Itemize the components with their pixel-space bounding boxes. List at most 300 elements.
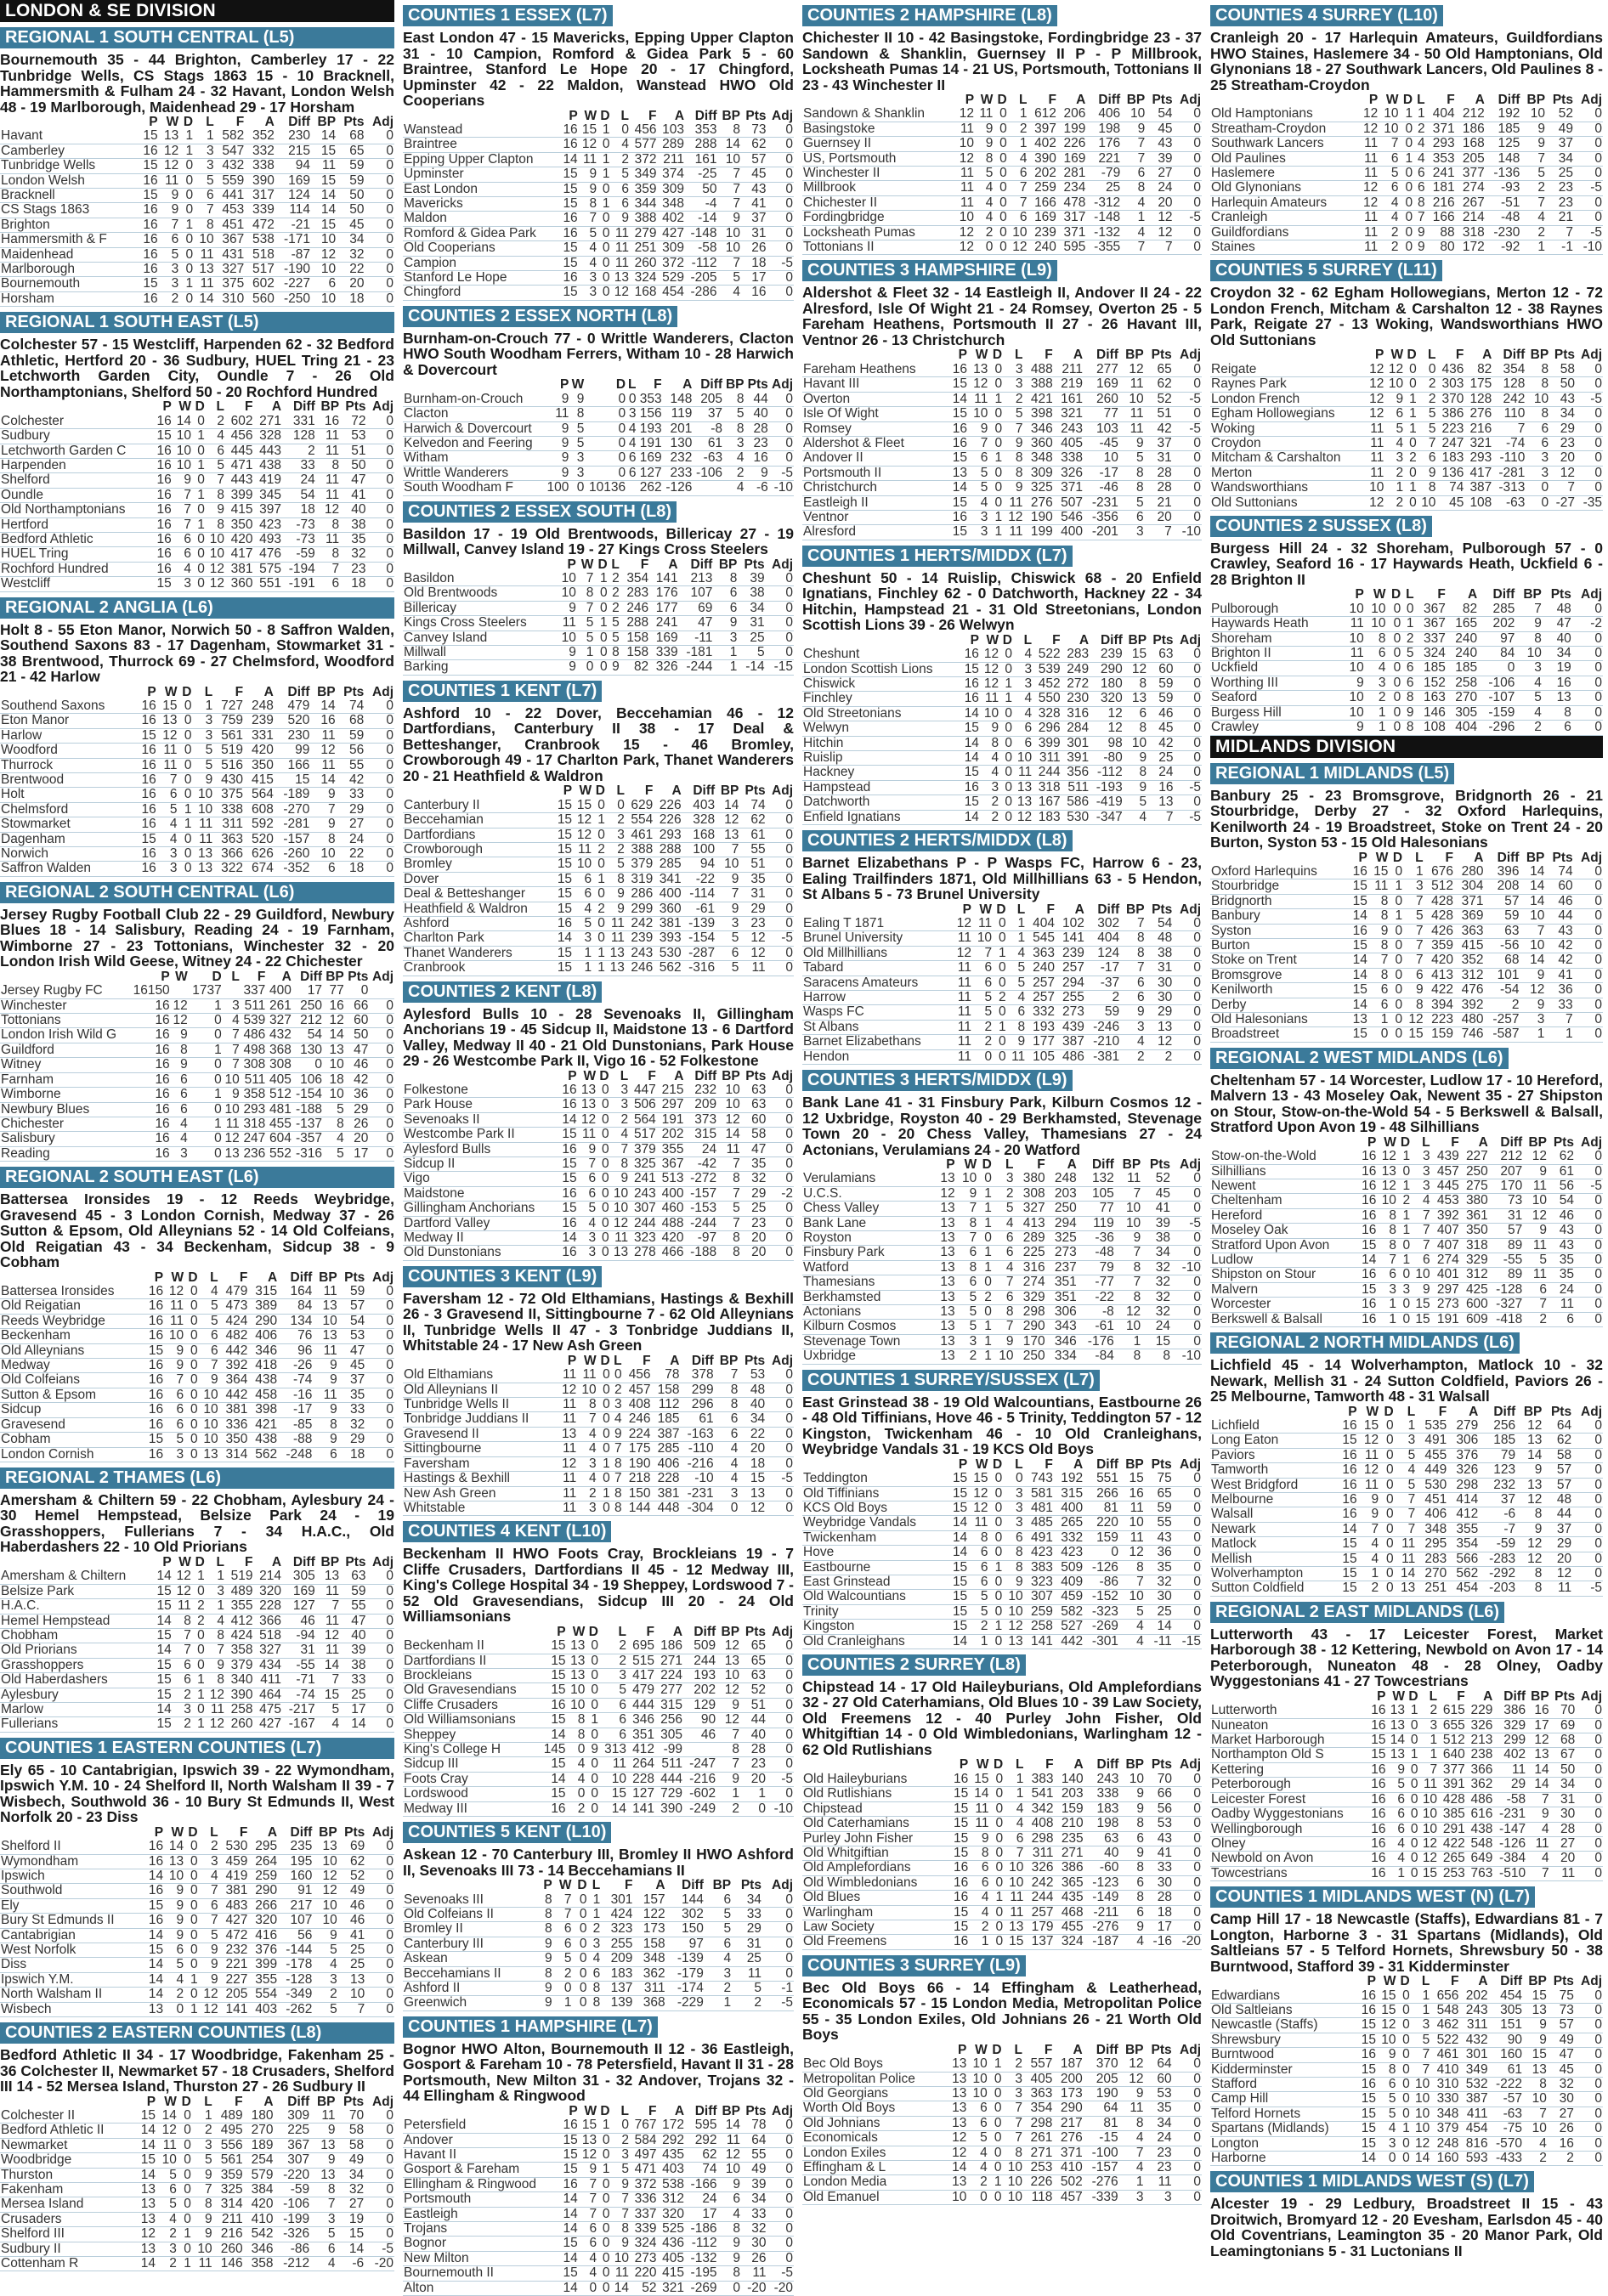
stat-cell: 11 — [1548, 1298, 1575, 1312]
stat-cell: 8 — [1365, 631, 1387, 646]
stat-cell: 9 — [1358, 1507, 1380, 1522]
stat-cell: 9 — [579, 167, 597, 182]
team-name: Matlock — [1210, 1537, 1336, 1552]
stat-cell: 224 — [623, 1427, 652, 1441]
stat-cell: 11 — [1343, 647, 1365, 661]
column-header: W — [979, 902, 993, 917]
stat-cell: 43 — [1545, 924, 1573, 938]
stat-cell: 0 — [1575, 2062, 1603, 2077]
stat-cell: 4 — [223, 1014, 241, 1028]
table-row — [1210, 481, 1603, 495]
stat-cell: 586 — [1062, 795, 1090, 810]
stat-cell: 163 — [1415, 691, 1447, 705]
stat-cell: 0 — [1003, 1472, 1023, 1486]
stat-cell: -181 — [679, 645, 714, 659]
stat-cell: -312 — [1086, 195, 1121, 210]
stat-cell: 0 — [767, 138, 794, 152]
stat-cell: -86 — [1084, 1575, 1119, 1589]
stat-cell: -163 — [680, 1427, 714, 1441]
stat-cell: 9 — [1115, 1231, 1141, 1246]
stat-cell: 10 — [1003, 2190, 1023, 2204]
stat-cell: -227 — [275, 277, 311, 291]
column-header: Diff — [1503, 1688, 1526, 1704]
stat-cell: 27 — [336, 2197, 365, 2212]
stat-cell: 0 — [597, 1216, 609, 1230]
stat-cell: 8 — [316, 458, 340, 472]
table-row — [0, 1058, 394, 1072]
stat-cell: 191 — [657, 1112, 685, 1127]
stat-cell: -381 — [1085, 1049, 1120, 1064]
stat-cell: 322 — [213, 862, 244, 876]
stat-cell: 16 — [153, 458, 173, 472]
stat-cell: 10 — [1377, 2033, 1397, 2047]
stat-cell: 9 — [1403, 983, 1424, 998]
stat-cell: 360 — [1023, 436, 1053, 450]
stat-cell: 6 — [715, 1412, 739, 1427]
stat-cell: 0 — [592, 931, 606, 946]
stat-cell: 134 — [278, 1314, 313, 1328]
stat-cell: -80 — [1090, 751, 1124, 766]
stat-cell: 0 — [189, 1102, 223, 1117]
stat-cell: 352 — [1454, 953, 1484, 968]
stat-cell: 3 — [310, 2212, 336, 2226]
stat-cell: -88 — [278, 1433, 313, 1447]
stat-cell: 225 — [1015, 1246, 1046, 1260]
table-row — [403, 196, 794, 211]
stat-cell: 15 — [960, 795, 980, 810]
stat-cell: 3 — [199, 1854, 219, 1869]
table-row — [403, 1442, 794, 1456]
stat-cell: 74 — [739, 799, 766, 813]
stat-cell — [693, 481, 723, 495]
stat-cell: 15 — [1367, 1748, 1387, 1762]
stat-cell: 12 — [1366, 407, 1385, 421]
stat-cell: 2 — [1384, 495, 1404, 510]
stat-cell: 97 — [666, 1937, 705, 1951]
stat-cell: 14 — [948, 1634, 968, 1648]
table-row — [802, 931, 1202, 946]
stat-cell: 136 — [1436, 466, 1464, 480]
stat-cell: 10 — [1379, 122, 1399, 136]
stat-cell: 0 — [1397, 2048, 1411, 2062]
stat-cell: 0 — [597, 2266, 610, 2281]
stat-cell: 7 — [1515, 602, 1543, 617]
table-row — [0, 144, 394, 158]
stat-cell: 390 — [1028, 151, 1057, 166]
stat-cell: 212 — [1456, 107, 1486, 122]
stat-cell: 8 — [1377, 1224, 1397, 1238]
column-header: L — [614, 1353, 622, 1368]
stat-cell: 246 — [620, 601, 649, 615]
stat-cell: 2 — [313, 1988, 337, 2002]
stat-cell: 7 — [1395, 1522, 1417, 1536]
stat-cell: 0 — [767, 2118, 794, 2133]
team-name: Old Caterhamians — [802, 1817, 948, 1831]
stat-cell: 208 — [1484, 879, 1520, 894]
stat-cell: 13 — [947, 2057, 967, 2072]
table-row — [0, 817, 394, 832]
stat-cell: 9 — [956, 1186, 978, 1201]
column-header: Adj — [372, 399, 394, 415]
stat-cell: 0 — [769, 407, 794, 421]
stat-cell: 8 — [1115, 1349, 1141, 1364]
stat-cell: 1 — [192, 458, 206, 472]
table-row — [1210, 1282, 1603, 1297]
stat-cell: 3 — [577, 1501, 597, 1515]
stat-cell: 75 — [1145, 1472, 1173, 1486]
stat-cell: 32 — [340, 547, 366, 562]
stat-cell: 0 — [369, 1014, 394, 1028]
stat-cell: 0 — [766, 1486, 794, 1501]
stat-cell: 12 — [164, 1285, 184, 1299]
stat-cell: 41 — [1141, 1202, 1171, 1216]
table-row — [802, 706, 1202, 721]
stat-cell: 412 — [225, 1614, 254, 1628]
stat-cell: 8 — [1124, 721, 1147, 736]
stat-cell: 15 — [1119, 1472, 1145, 1486]
stat-cell: 0 — [766, 1501, 794, 1515]
stat-cell: 8 — [1516, 1581, 1543, 1596]
stat-cell: 43 — [1549, 392, 1576, 406]
stat-cell: 3 — [192, 714, 213, 728]
column-header — [1210, 1405, 1336, 1419]
column-header: Adj — [772, 1353, 793, 1368]
stat-cell: 9 — [310, 2124, 336, 2138]
stat-cell: 11 — [313, 1285, 337, 1299]
league-table — [0, 970, 394, 1162]
stat-cell: 6 — [1119, 1831, 1145, 1846]
stat-cell: 19 — [336, 2212, 365, 2226]
stat-cell: 7 — [1120, 917, 1145, 931]
team-name: South Woodham F — [403, 481, 544, 495]
stat-cell: 9 — [611, 2237, 630, 2251]
column-header: F — [235, 2094, 243, 2109]
stat-cell: 412 — [1447, 1507, 1479, 1522]
stat-cell: 11 — [573, 842, 592, 857]
stat-cell: 8 — [310, 2183, 336, 2197]
stat-cell: 2 — [192, 1599, 206, 1614]
stat-cell: 9 — [164, 1914, 184, 1928]
stat-cell: 15 — [553, 946, 573, 960]
stat-cell: 0 — [586, 1669, 599, 1683]
team-name: Cheltenham — [1210, 1194, 1357, 1208]
column-header: P — [568, 1068, 577, 1083]
stat-cell: 4 — [626, 421, 637, 436]
stat-cell: -262 — [278, 2002, 313, 2016]
stat-cell: 0 — [178, 699, 192, 714]
stat-cell: 7 — [1545, 1012, 1573, 1026]
team-name: Uxbridge — [802, 1349, 934, 1364]
stat-cell: 15 — [144, 1898, 164, 1913]
team-name: Burntwood — [1210, 2048, 1356, 2062]
stat-cell: 10 — [1121, 107, 1146, 122]
stat-cell: 4 — [579, 241, 597, 256]
stat-cell: 172 — [658, 2118, 686, 2133]
stat-cell: 6 — [573, 887, 592, 902]
stat-cell: -216 — [680, 1456, 714, 1471]
stat-cell: 16 — [144, 1285, 164, 1299]
stat-cell: 18 — [337, 862, 365, 876]
team-name: Lichfield — [1210, 1419, 1336, 1434]
column-header: P — [1348, 1404, 1357, 1419]
table-row — [1210, 107, 1603, 122]
stat-cell: 0 — [1171, 1320, 1202, 1334]
league-section — [802, 1065, 1202, 1365]
team-name: Askean — [403, 1952, 539, 1966]
stat-cell: 258 — [1024, 1620, 1054, 1634]
stat-cell: 12 — [1377, 1150, 1397, 1164]
team-name: Old Georgians — [802, 2086, 947, 2101]
stat-cell: 0 — [184, 1433, 198, 1447]
stat-cell: 15 — [559, 286, 578, 300]
stat-cell: 1 — [553, 1996, 573, 2010]
stat-cell: 23 — [745, 436, 769, 450]
stat-cell: 8 — [206, 1628, 225, 1643]
stat-cell: 9 — [1384, 392, 1404, 406]
stat-cell: 0 — [178, 2197, 192, 2212]
table-row — [0, 1884, 394, 1898]
stat-cell: 13 — [934, 1320, 956, 1334]
stat-cell: 334 — [1046, 1349, 1078, 1364]
team-name: Newbury Blues — [0, 1102, 128, 1117]
stat-cell: 557 — [1023, 2057, 1053, 2072]
stat-cell: 1 — [179, 144, 194, 158]
column-header: A — [1469, 1404, 1479, 1419]
stat-cell: 371 — [1054, 481, 1084, 495]
stat-cell: 311 — [633, 1981, 665, 1995]
stat-cell: -26 — [278, 1359, 313, 1373]
stat-cell: 0 — [988, 2146, 1003, 2160]
stat-cell: 244 — [1033, 766, 1062, 780]
stat-cell: 16 — [136, 847, 157, 862]
team-name: Alresford — [802, 525, 948, 540]
table-row — [403, 1486, 794, 1501]
stat-cell: 11 — [1003, 495, 1023, 510]
stat-cell: 344 — [630, 196, 658, 211]
stat-cell: 371 — [1454, 894, 1484, 908]
table-row — [802, 1275, 1202, 1290]
stat-cell: -148 — [1086, 211, 1121, 225]
column-header: F — [1455, 348, 1464, 363]
table-header-row — [1210, 93, 1603, 107]
stat-cell: 10 — [718, 241, 741, 256]
stat-cell: 1 — [1358, 1567, 1380, 1581]
stat-cell: 7 — [1115, 1275, 1141, 1290]
stat-cell: 0 — [1389, 953, 1403, 968]
stat-cell: 6 — [199, 1329, 219, 1343]
stat-cell: 9 — [718, 2177, 741, 2191]
stat-cell: 346 — [627, 1713, 655, 1728]
stat-cell: 7 — [1411, 1208, 1431, 1223]
column-header: Pts — [1554, 348, 1576, 363]
stat-cell: 15 — [948, 1817, 969, 1831]
stat-cell: 342 — [1024, 1801, 1054, 1816]
team-name: Shelford — [0, 473, 153, 488]
stat-cell: 11 — [1013, 766, 1033, 780]
team-name: Bridgnorth — [1210, 894, 1347, 908]
stat-cell: 8 — [313, 1417, 337, 1432]
stat-cell: 10 — [1003, 1590, 1023, 1604]
stat-cell: 13 — [313, 1329, 337, 1343]
stat-cell: 12 — [1008, 240, 1028, 255]
stat-cell: 14 — [153, 1643, 173, 1658]
stat-cell: 352 — [245, 129, 275, 144]
league-title: REGIONAL 2 SOUTH EAST (L6) — [0, 1167, 394, 1188]
stat-cell: 10 — [223, 1102, 241, 1117]
stat-cell: 0 — [1173, 363, 1202, 377]
table-header-row — [802, 1458, 1202, 1472]
stat-cell: 12 — [1119, 363, 1145, 377]
stat-cell: 151 — [1489, 2018, 1523, 2033]
stat-cell: 20 — [1146, 195, 1173, 210]
stat-cell: 34 — [336, 2168, 365, 2182]
stat-cell: 10 — [1419, 1807, 1439, 1822]
stat-cell: 16 — [144, 1359, 164, 1373]
team-name: Berkswell & Balsall — [1210, 1312, 1357, 1326]
stat-cell: 527 — [1054, 1620, 1084, 1634]
stat-cell: -5 — [762, 1996, 794, 2010]
stat-cell: 0 — [1574, 195, 1603, 210]
table-row — [403, 451, 794, 466]
league-section — [802, 825, 1202, 1065]
stat-cell: 8 — [1007, 1020, 1027, 1034]
stat-cell: 1 — [192, 1688, 206, 1702]
stat-cell: 366 — [213, 847, 244, 862]
stat-cell: 419 — [219, 1869, 249, 1884]
stat-cell: 0 — [1576, 377, 1603, 392]
table-row — [802, 2086, 1202, 2101]
stat-cell: 2 — [173, 1717, 192, 1732]
stat-cell: 290 — [248, 1314, 278, 1328]
stat-cell: 119 — [1078, 1216, 1115, 1230]
stat-cell: 0 — [762, 1922, 794, 1937]
stat-cell: 239 — [1028, 225, 1057, 240]
stat-cell: 0 — [1387, 721, 1402, 735]
stat-cell: 259 — [1024, 1604, 1054, 1619]
team-name: Economicals — [802, 2131, 947, 2146]
table-row — [1210, 998, 1603, 1012]
stat-cell: 13 — [313, 1299, 337, 1314]
stat-cell: 311 — [213, 817, 244, 832]
stat-cell: 0 — [767, 1231, 794, 1246]
stat-cell: 0 — [365, 1854, 394, 1869]
column-header: Diff — [694, 1624, 716, 1639]
table-row — [1210, 924, 1603, 938]
team-name: Eastleigh II — [802, 495, 948, 510]
stat-cell: 12 — [1124, 662, 1147, 676]
stat-cell: 338 — [1054, 451, 1084, 466]
stat-cell: 36 — [1545, 983, 1573, 998]
table-header-row — [403, 558, 794, 572]
table-row — [802, 151, 1202, 166]
team-name: Oadby Wyggestonians — [1210, 1807, 1367, 1822]
stat-cell: 455 — [1055, 1920, 1084, 1934]
stat-cell: 11 — [1493, 1762, 1526, 1777]
league-table — [802, 1758, 1202, 1949]
stat-cell: 2 — [1397, 1194, 1411, 1208]
team-name: Sudbury II — [0, 2242, 135, 2256]
stat-cell: 12 — [316, 1628, 340, 1643]
column-header: BP — [1526, 850, 1545, 865]
column-header: P — [957, 2042, 967, 2057]
stat-cell: 58 — [1549, 363, 1576, 377]
stat-cell: 192 — [1486, 107, 1521, 122]
stat-cell: 8 — [1368, 968, 1389, 982]
stat-cell: 403 — [248, 2002, 278, 2016]
table-row — [802, 225, 1202, 240]
stat-cell: 14 — [135, 2124, 156, 2138]
stat-cell: 326 — [1054, 466, 1084, 480]
stat-cell: 14 — [948, 481, 968, 495]
stat-cell: 0 — [767, 946, 794, 960]
stat-cell: 0 — [365, 862, 394, 876]
stat-cell: 0 — [767, 1083, 794, 1098]
team-name: Kilburn Cosmos — [802, 1320, 934, 1334]
stat-cell: 34 — [1546, 151, 1574, 166]
stat-cell: 62 — [685, 2147, 718, 2162]
stat-cell: 0 — [1400, 167, 1414, 181]
team-name: Braintree — [403, 138, 559, 152]
stat-cell: 315 — [684, 1128, 717, 1142]
stat-cell: 6 — [1004, 1831, 1024, 1846]
stat-cell: 11 — [952, 1005, 972, 1020]
stat-cell: 11 — [1358, 167, 1379, 181]
stat-cell: 11 — [954, 122, 975, 136]
stat-cell: 6 — [1377, 1268, 1397, 1282]
stat-cell: 554 — [626, 813, 654, 828]
stat-cell: 4 — [567, 1757, 586, 1772]
stat-cell: 261 — [266, 998, 292, 1013]
team-name: Enfield Ignatians — [802, 810, 960, 824]
stat-cell: 9 — [980, 721, 999, 736]
stat-cell: 3 — [993, 1172, 1015, 1186]
stat-cell: 612 — [1028, 107, 1057, 122]
stat-cell: 7 — [718, 182, 741, 196]
stat-cell: 223 — [1424, 1012, 1454, 1026]
stat-cell: 4 — [1379, 211, 1399, 225]
stat-cell: 23 — [1145, 2146, 1173, 2160]
stat-cell: 509 — [1054, 1560, 1084, 1575]
stat-cell: 1 — [999, 692, 1013, 706]
stat-cell: 11 — [1119, 421, 1145, 436]
stat-cell: 7 — [316, 562, 340, 576]
stat-cell: 0 — [990, 1920, 1005, 1934]
column-header: Adj — [372, 969, 394, 984]
stat-cell: 274 — [1431, 1253, 1460, 1268]
stat-cell: 426 — [1424, 924, 1454, 938]
league-section — [802, 1649, 1202, 1950]
stat-cell: 46 — [345, 1058, 370, 1072]
stat-cell: 16 — [144, 1403, 164, 1417]
stat-cell: 13 — [1003, 1634, 1023, 1648]
team-name: Wymondham — [0, 1854, 144, 1869]
stat-cell: 355 — [225, 1599, 254, 1614]
table-row — [0, 2153, 394, 2168]
stat-cell: 18 — [282, 503, 316, 517]
stat-cell: 16 — [144, 1373, 164, 1388]
team-name: Woking — [1210, 421, 1366, 436]
stat-cell: 0 — [972, 1049, 993, 1064]
stat-cell: 14 — [960, 751, 980, 766]
stat-cell: 9 — [969, 1831, 989, 1846]
team-name: Ashford — [403, 916, 553, 930]
stat-cell: 16 — [138, 263, 159, 277]
stat-cell: 10 — [716, 857, 739, 872]
stat-cell: 0 — [597, 1246, 609, 1260]
stat-cell: 327 — [215, 263, 246, 277]
table-row — [0, 189, 394, 203]
stat-cell: 8 — [173, 1614, 192, 1628]
